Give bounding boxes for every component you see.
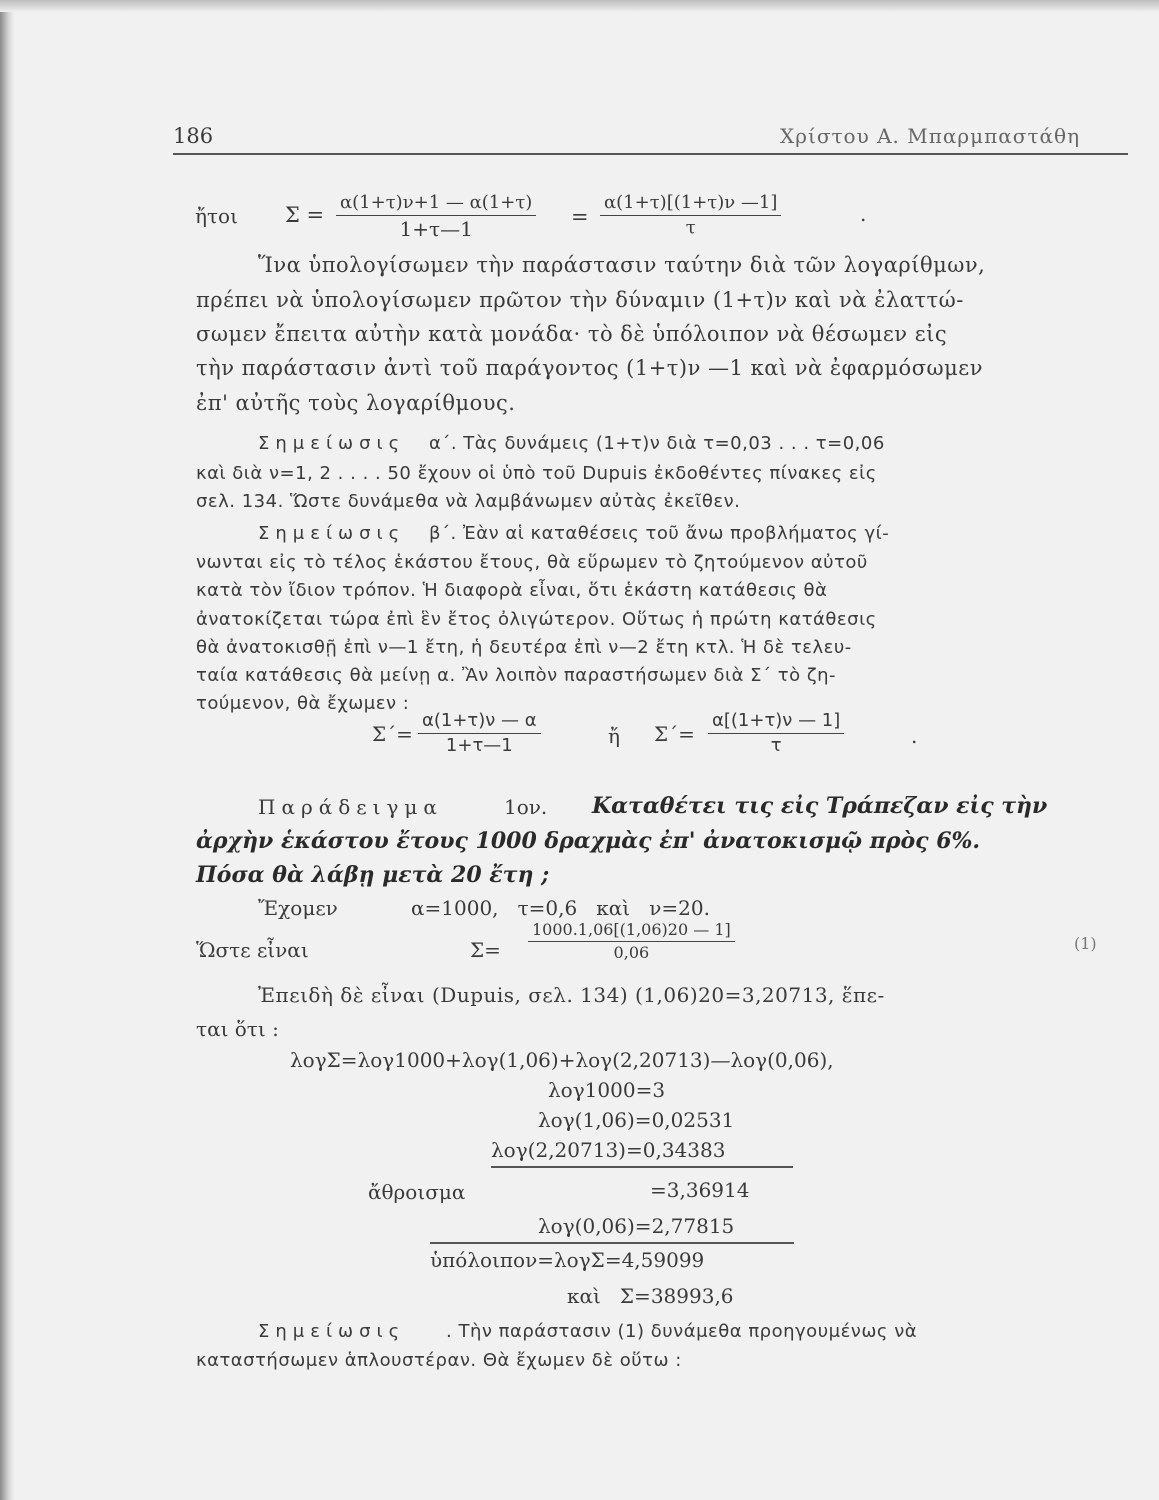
log-main: λογΣ=λογ1000+λογ(1,06)+λογ(2,20713)—λογ(0,06), [290,1048,834,1072]
formula2-sigma-2: Σ΄= [654,722,695,746]
formula1-lead: ἤτοι [195,204,238,228]
formula1-sigma: Σ = [285,203,325,227]
formula1-f2-denominator: τ [685,217,696,238]
note-b-line-3: κατὰ τὸν ἴδιον τρόπον. Ἡ διαφορὰ εἶναι, ὅτι ἑκάστη κατάθεσις θὰ [196,580,828,601]
formula1-f2-numerator: α(1+τ)[(1+τ)ν —1] [600,192,781,216]
formula2-sigma-1: Σ΄= [372,722,413,746]
hence-lead: Ὥστε εἶναι [196,938,309,962]
formula2-f2-denominator: τ [770,735,782,756]
formula2-fraction-2 [708,710,844,756]
formula1-fraction-2 [600,192,781,238]
log-line-3: λογ(2,20713)=0,34383 [491,1138,726,1162]
formula2-end: . [911,724,918,748]
sum-value: =3,36914 [650,1178,750,1202]
example-line-2: ἀρχὴν ἑκάστου ἔτους 1000 δραχμὰς ἐπ' ἀνατοκισμῷ πρὸς 6%. [196,828,981,854]
note-a-label: Σημείωσις [258,433,406,454]
example-line-1: Καταθέτει τις εἰς Τράπεζαν εἰς τὴν [592,793,1048,819]
note-c-line-1: . Τὴν παράστασιν (1) δυνάμεθα προηγουμένως νὰ [446,1321,918,1342]
note-b-line-7: τούμενον, θὰ ἔχωμεν : [196,693,410,714]
sum-label: ἄθροισμα [368,1180,466,1204]
log-line-4: λογ(0,06)=2,77815 [538,1214,735,1238]
header-rule [173,153,1128,155]
hence-sigma: Σ= [470,938,501,962]
page-number: 186 [173,124,214,148]
formula2-or: ἤ [608,724,620,748]
log-line-1: λογ1000=3 [548,1078,666,1102]
paragraph1-line-2: πρέπει νὰ ὑπολογίσωμεν πρῶτον τὴν δύναμιν (1+τ)ν καὶ νὰ ἐλαττώ- [196,288,964,312]
note-b-line-5: θὰ ἀνατοκισθῇ ἐπὶ ν—1 ἔτη, ἡ δευτέρα ἐπὶ ν—2 ἔτη κτλ. Ἡ δὲ τελευ- [196,637,852,658]
sum-rule [491,1166,793,1168]
note-b-line-4: ἀνατοκίζεται τώρα ἐπὶ ἓν ἔτος ὀλιγώτερον. Οὕτως ἡ πρώτη κατάθεσις [196,609,877,630]
hence-numerator: 1000.1,06[(1,06)20 — 1] [528,920,735,942]
formula1-end: . [860,202,867,226]
note-a-line-1: α΄. Τὰς δυνάμεις (1+τ)ν διὰ τ=0,03 . . . τ=0,06 [429,433,885,454]
note-a-line-2: καὶ διὰ ν=1, 2 . . . . 50 ἔχουν οἱ ὑπὸ τοῦ Dupuis ἐκδοθέντες πίνακες εἰς [196,463,877,484]
since-line-2: ται ὅτι : [196,1017,279,1041]
hence-fraction [528,920,735,962]
equation-tag: (1) [1074,934,1097,953]
example-line-3: Πόσα θὰ λάβῃ μετὰ 20 ἔτη ; [196,862,550,888]
paragraph1-line-5: ἐπ' αὐτῆς τοὺς λογαρίθμους. [196,391,516,415]
formula1-f1-numerator: α(1+τ)ν+1 — α(1+τ) [336,192,536,216]
formula2-f1-denominator: 1+τ—1 [445,735,513,756]
formula1-f1-denominator: 1+τ—1 [399,217,473,241]
formula2-f2-numerator: α[(1+τ)ν — 1] [708,710,844,734]
remainder-rule [430,1242,794,1244]
log-line-2: λογ(1,06)=0,02531 [538,1108,735,1132]
given-lead: Ἔχομεν [258,896,338,920]
given-values: α=1000, τ=0,6 καὶ ν=20. [411,896,710,920]
note-b-line-1: β΄. Ἐὰν αἱ καταθέσεις τοῦ ἄνω προβλήματος γί- [429,523,890,544]
note-b-label: Σημείωσις [258,523,406,544]
note-b-line-6: ταία κατάθεσις θὰ μείνῃ α. Ἂν λοιπὸν παραστήσωμεν διὰ Σ΄ τὸ ζη- [196,665,837,686]
since-line-1: Ἐπειδὴ δὲ εἶναι (Dupuis, σελ. 134) (1,06)20=3,20713, ἕπε- [258,983,885,1007]
formula1-equals: = [571,205,589,229]
formula2-f1-numerator: α(1+τ)ν — α [418,710,541,734]
note-a-line-3: σελ. 134. Ὥστε δυνάμεθα νὰ λαμβάνωμεν αὐτὰς ἐκεῖθεν. [196,491,741,512]
paragraph1-line-1: Ἵνα ὑπολογίσωμεν τὴν παράστασιν ταύτην διὰ τῶν λογαρίθμων, [258,253,986,277]
note-c-label: Σημείωσις [258,1321,406,1342]
remainder: ὑπόλοιπον=λογΣ=4,59099 [430,1248,705,1272]
hence-denominator: 0,06 [613,943,650,962]
paragraph1-line-4: τὴν παράστασιν ἀντὶ τοῦ παράγοντος (1+τ)ν —1 καὶ νὰ ἐφαρμόσωμεν [196,356,983,380]
page-edge-top [0,0,1159,12]
example-label: Παράδειγμα [258,795,443,819]
note-b-line-2: νωνται εἰς τὸ τέλος ἑκάστου ἔτους, θὰ εὕρωμεν τὸ ζητούμενον αὐτοῦ [196,552,868,573]
formula1-fraction-1 [336,192,536,241]
formula2-fraction-1 [418,710,541,756]
example-ordinal: 1ον. [504,795,548,819]
paragraph1-line-3: σωμεν ἔπειτα αὐτὴν κατὰ μονάδα· τὸ δὲ ὑπόλοιπον νὰ θέσωμεν εἰς [196,322,948,346]
running-title: Χρίστου Α. Μπαρμπαστάθη [780,124,1081,148]
page-edge [0,0,14,1500]
note-c-line-2: καταστήσωμεν ἁπλουστέραν. Θὰ ἔχωμεν δὲ οὕτω : [196,1350,682,1371]
final-result: καὶ Σ=38993,6 [567,1284,734,1308]
